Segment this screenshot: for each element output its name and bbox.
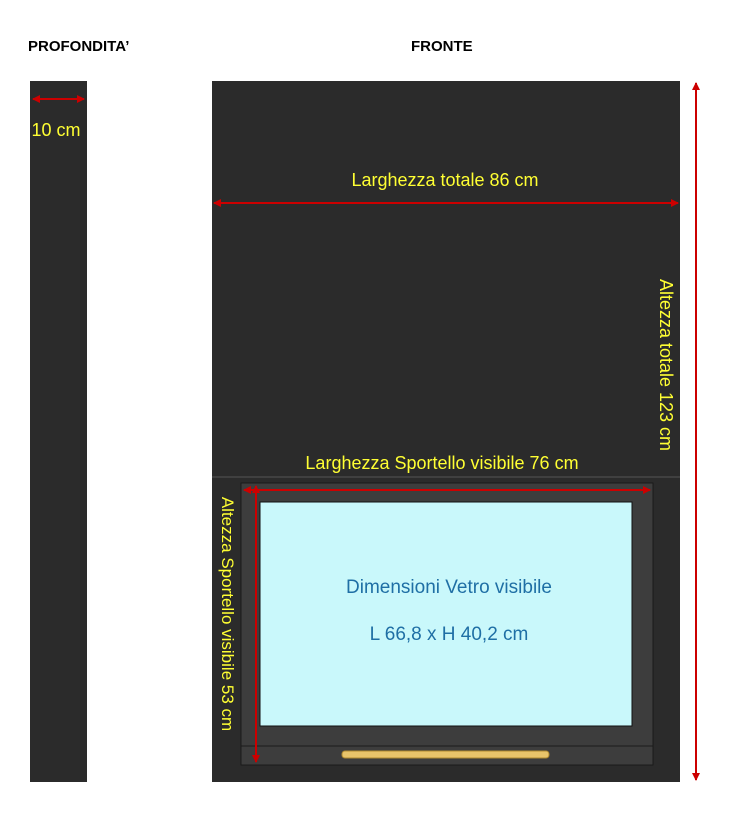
glass-title: Dimensioni Vetro visibile — [346, 577, 552, 598]
glass-pane — [260, 502, 632, 726]
door-width-label: Larghezza Sportello visibile 76 cm — [305, 453, 579, 473]
depth-heading: PROFONDITA’ — [28, 38, 130, 55]
front-heading: FRONTE — [411, 38, 473, 55]
total-width-label: Larghezza totale 86 cm — [351, 170, 539, 190]
depth-label: 10 cm — [31, 120, 81, 140]
total-height-label: Altezza totale 123 cm — [656, 278, 676, 452]
door-handle — [342, 751, 549, 758]
door-height-label: Altezza Sportello visibile 53 cm — [218, 496, 237, 732]
glass-size: L 66,8 x H 40,2 cm — [369, 624, 529, 645]
side-view-panel — [30, 81, 87, 782]
